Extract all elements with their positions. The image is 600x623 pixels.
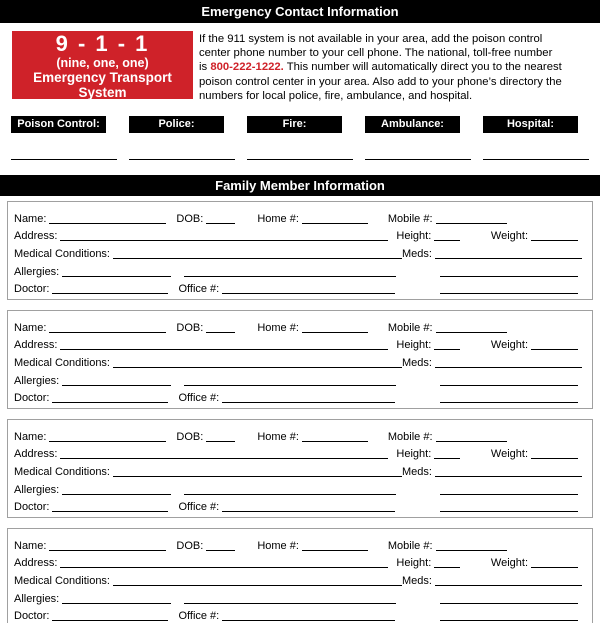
office-phone-fill-line[interactable] — [222, 511, 395, 512]
dob-fill-line[interactable] — [206, 332, 235, 333]
dob-label: DOB: — [176, 539, 204, 552]
meds-fill-line[interactable] — [435, 258, 582, 259]
address-label: Address: — [14, 448, 58, 461]
meds-continuation-line-2[interactable] — [440, 511, 578, 512]
office-phone-fill-line[interactable] — [222, 402, 395, 403]
allergies-continuation-line[interactable] — [184, 276, 396, 277]
mobile-phone-label: Mobile #: — [387, 212, 433, 225]
member-row-doctor — [14, 388, 578, 406]
home-phone-fill-line[interactable] — [302, 332, 368, 333]
member-row-medical — [14, 243, 578, 261]
weight-label: Weight: — [490, 448, 528, 461]
meds-continuation-line-1[interactable] — [440, 494, 578, 495]
allergies-fill-line[interactable] — [62, 603, 171, 604]
medical-conditions-label: Medical Conditions: — [14, 575, 110, 588]
doctor-fill-line[interactable] — [52, 511, 168, 512]
911-badge — [12, 31, 193, 99]
mobile-phone-label: Mobile #: — [387, 321, 433, 334]
meds-fill-line[interactable] — [435, 585, 582, 586]
member-row-allergies — [14, 261, 578, 279]
911-phonetic: (nine, one, one) — [56, 55, 149, 70]
home-phone-fill-line[interactable] — [302, 550, 368, 551]
member-row-address — [14, 553, 578, 571]
doctor-label: Doctor: — [14, 501, 50, 514]
home-phone-label: Home #: — [257, 539, 299, 552]
member-row-identity — [14, 317, 578, 335]
name-fill-line[interactable] — [49, 332, 166, 333]
height-label: Height: — [396, 339, 432, 352]
police-fill-line[interactable] — [129, 159, 235, 160]
allergies-fill-line[interactable] — [62, 385, 171, 386]
address-fill-line[interactable] — [60, 349, 388, 350]
meds-fill-line[interactable] — [435, 367, 582, 368]
intro-line-5: numbers for local police, fire, ambulance, and hospital. — [199, 89, 473, 102]
mobile-phone-label: Mobile #: — [387, 430, 433, 443]
mobile-phone-fill-line[interactable] — [436, 441, 507, 442]
meds-fill-line[interactable] — [435, 476, 582, 477]
emergency-contacts-row — [0, 116, 600, 160]
member-row-address — [14, 226, 578, 244]
medical-conditions-fill-line[interactable] — [113, 585, 402, 586]
name-label: Name: — [14, 430, 47, 443]
office-phone-label: Office #: — [178, 283, 220, 296]
intro-line-3-before: is — [199, 61, 211, 74]
allergies-continuation-line[interactable] — [184, 603, 396, 604]
family-member-list — [0, 201, 600, 623]
meds-continuation-line-2[interactable] — [440, 620, 578, 621]
dob-label: DOB: — [176, 430, 204, 443]
intro-line-1: If the 911 system is not available in your area, add the poison control — [199, 33, 543, 45]
911-number: 9 - 1 - 1 — [55, 30, 150, 56]
height-label: Height: — [396, 448, 432, 461]
home-phone-label: Home #: — [257, 212, 299, 225]
member-row-doctor — [14, 606, 578, 623]
intro-line-3-after: This number will automatically direct you to the nearest — [283, 61, 562, 74]
poison-control-fill-line[interactable] — [11, 159, 117, 160]
weight-label: Weight: — [490, 230, 528, 243]
height-fill-line[interactable] — [434, 458, 460, 459]
member-row-allergies — [14, 479, 578, 497]
mobile-phone-label: Mobile #: — [387, 539, 433, 552]
weight-fill-line[interactable] — [531, 458, 578, 459]
poison-control-phone-number: 800-222-1222. — [210, 61, 284, 74]
office-phone-fill-line[interactable] — [222, 293, 395, 294]
contact-column-fire — [247, 116, 353, 160]
intro-line-4: poison control center in your area. Also add to your phone’s directory the — [199, 75, 562, 88]
office-phone-label: Office #: — [178, 392, 220, 405]
address-fill-line[interactable] — [60, 567, 388, 568]
height-label: Height: — [396, 557, 432, 570]
doctor-label: Doctor: — [14, 392, 50, 405]
name-label: Name: — [14, 539, 47, 552]
dob-fill-line[interactable] — [206, 550, 235, 551]
contact-column-police — [129, 116, 235, 160]
allergies-label: Allergies: — [14, 483, 60, 496]
home-phone-fill-line[interactable] — [302, 223, 368, 224]
mobile-phone-fill-line[interactable] — [436, 550, 507, 551]
office-phone-label: Office #: — [178, 610, 220, 623]
intro-line-3 — [199, 60, 597, 74]
weight-fill-line[interactable] — [531, 240, 578, 241]
name-fill-line[interactable] — [49, 441, 166, 442]
allergies-label: Allergies: — [14, 374, 60, 387]
member-row-doctor — [14, 279, 578, 297]
allergies-continuation-line[interactable] — [184, 385, 396, 386]
weight-fill-line[interactable] — [531, 567, 578, 568]
medical-conditions-fill-line[interactable] — [113, 476, 402, 477]
allergies-continuation-line[interactable] — [184, 494, 396, 495]
name-fill-line[interactable] — [49, 550, 166, 551]
height-fill-line[interactable] — [434, 349, 460, 350]
family-member-block — [7, 528, 593, 623]
address-label: Address: — [14, 339, 58, 352]
meds-continuation-line-1[interactable] — [440, 276, 578, 277]
member-row-address — [14, 335, 578, 353]
medical-conditions-label: Medical Conditions: — [14, 466, 110, 479]
allergies-label: Allergies: — [14, 592, 60, 605]
family-member-block — [7, 201, 593, 300]
section-header-family-member: Family Member Information — [0, 175, 600, 196]
name-label: Name: — [14, 212, 47, 225]
height-fill-line[interactable] — [434, 567, 460, 568]
meds-continuation-line-1[interactable] — [440, 385, 578, 386]
weight-fill-line[interactable] — [531, 349, 578, 350]
contact-column-poison-control — [11, 116, 117, 160]
dob-label: DOB: — [176, 321, 204, 334]
height-fill-line[interactable] — [434, 240, 460, 241]
meds-continuation-line-2[interactable] — [440, 402, 578, 403]
doctor-fill-line[interactable] — [52, 293, 168, 294]
family-member-block — [7, 419, 593, 518]
dob-fill-line[interactable] — [206, 223, 235, 224]
member-row-medical — [14, 352, 578, 370]
intro-line-2: center phone number to your cell phone. The national, toll-free number — [199, 47, 553, 60]
contact-label-police: Police: — [129, 116, 224, 133]
section-header-emergency-contact: Emergency Contact Information — [0, 0, 600, 23]
meds-label: Meds: — [402, 357, 432, 370]
address-fill-line[interactable] — [60, 240, 388, 241]
medical-conditions-label: Medical Conditions: — [14, 248, 110, 261]
medical-conditions-fill-line[interactable] — [113, 258, 402, 259]
contact-label-ambulance: Ambulance: — [365, 116, 460, 133]
member-row-identity — [14, 535, 578, 553]
dob-fill-line[interactable] — [206, 441, 235, 442]
address-fill-line[interactable] — [60, 458, 388, 459]
home-phone-label: Home #: — [257, 430, 299, 443]
home-phone-fill-line[interactable] — [302, 441, 368, 442]
member-row-doctor — [14, 497, 578, 515]
allergies-label: Allergies: — [14, 265, 60, 278]
address-label: Address: — [14, 230, 58, 243]
mobile-phone-fill-line[interactable] — [436, 332, 507, 333]
intro-section — [0, 31, 600, 103]
meds-label: Meds: — [402, 248, 432, 261]
member-row-medical — [14, 570, 578, 588]
family-member-block — [7, 310, 593, 409]
contact-column-ambulance — [365, 116, 471, 160]
weight-label: Weight: — [490, 339, 528, 352]
ambulance-fill-line[interactable] — [365, 159, 471, 160]
911-transport-label: Emergency Transport System — [33, 69, 172, 100]
hospital-fill-line[interactable] — [483, 159, 589, 160]
contact-label-hospital: Hospital: — [483, 116, 578, 133]
contact-column-hospital — [483, 116, 589, 160]
dob-label: DOB: — [176, 212, 204, 225]
member-row-identity — [14, 426, 578, 444]
office-phone-fill-line[interactable] — [222, 620, 395, 621]
doctor-label: Doctor: — [14, 283, 50, 296]
name-fill-line[interactable] — [49, 223, 166, 224]
allergies-fill-line[interactable] — [62, 494, 171, 495]
contact-label-fire: Fire: — [247, 116, 342, 133]
height-label: Height: — [396, 230, 432, 243]
doctor-fill-line[interactable] — [52, 402, 168, 403]
member-row-identity — [14, 208, 578, 226]
fire-fill-line[interactable] — [247, 159, 353, 160]
office-phone-label: Office #: — [178, 501, 220, 514]
meds-continuation-line-1[interactable] — [440, 603, 578, 604]
allergies-fill-line[interactable] — [62, 276, 171, 277]
meds-label: Meds: — [402, 466, 432, 479]
home-phone-label: Home #: — [257, 321, 299, 334]
name-label: Name: — [14, 321, 47, 334]
meds-label: Meds: — [402, 575, 432, 588]
doctor-label: Doctor: — [14, 610, 50, 623]
member-row-address — [14, 444, 578, 462]
contact-label-poison-control: Poison Control: — [11, 116, 106, 133]
member-row-allergies — [14, 588, 578, 606]
meds-continuation-line-2[interactable] — [440, 293, 578, 294]
medical-conditions-label: Medical Conditions: — [14, 357, 110, 370]
doctor-fill-line[interactable] — [52, 620, 168, 621]
mobile-phone-fill-line[interactable] — [436, 223, 507, 224]
medical-conditions-fill-line[interactable] — [113, 367, 402, 368]
member-row-medical — [14, 461, 578, 479]
intro-paragraph — [199, 31, 597, 103]
member-row-allergies — [14, 370, 578, 388]
weight-label: Weight: — [490, 557, 528, 570]
address-label: Address: — [14, 557, 58, 570]
